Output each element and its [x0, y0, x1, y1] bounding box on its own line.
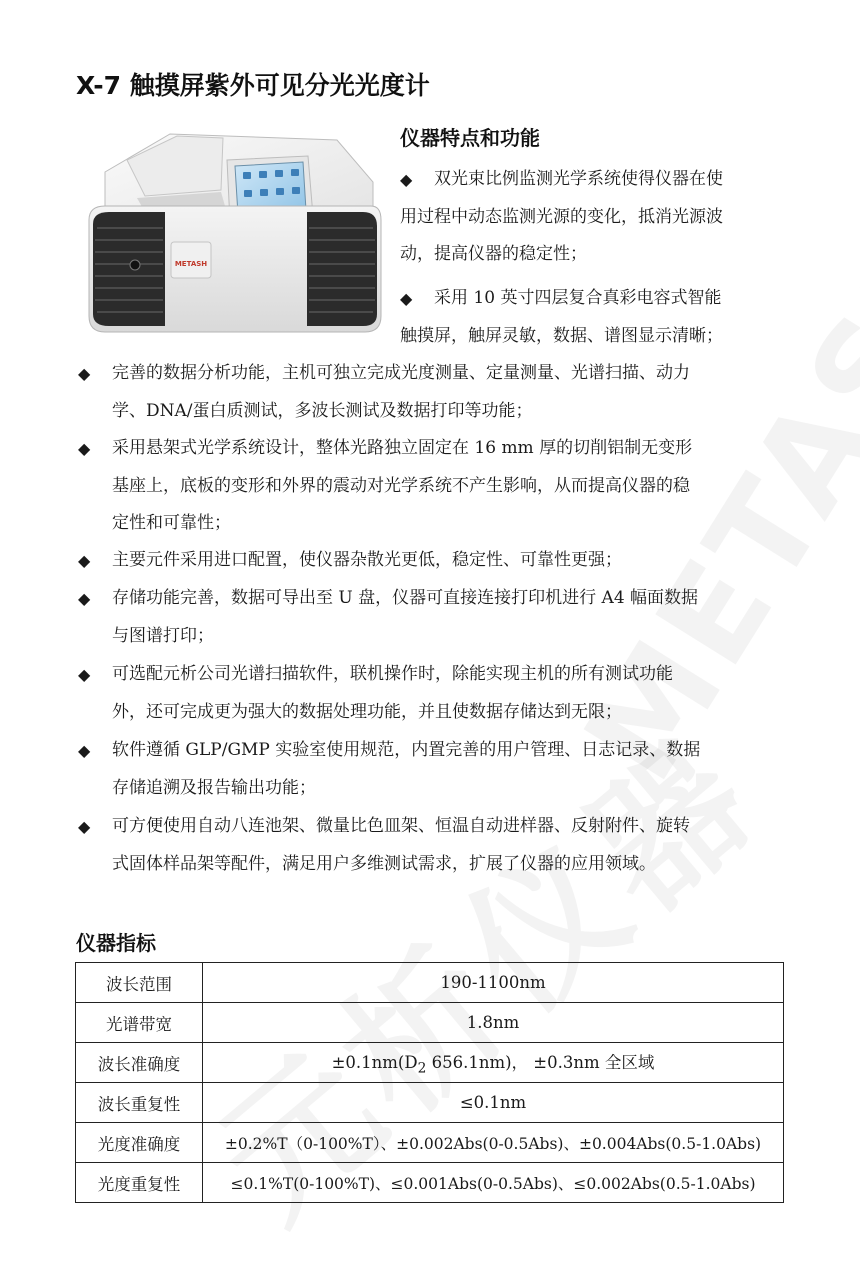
- feature-line: 采用 10 英寸四层复合真彩电容式智能: [434, 288, 722, 308]
- diamond-bullet-icon: ◆: [78, 551, 91, 570]
- feature-line: 存储追溯及报告输出功能；: [112, 777, 316, 798]
- feature-line: 定性和可靠性；: [112, 513, 231, 533]
- feature-line: 软件遵循 GLP/GMP 实验室使用规范，内置完善的用户管理、日志记录、数据: [112, 740, 701, 760]
- spec-value: [203, 1043, 784, 1083]
- diamond-bullet-icon: ◆: [400, 170, 413, 189]
- table-row: [76, 1083, 784, 1123]
- diamond-bullet-icon: ◆: [78, 741, 91, 760]
- diamond-bullet-icon: ◆: [78, 439, 91, 458]
- feature-line: 双光束比例监测光学系统使得仪器在使: [434, 169, 723, 189]
- feature-line: 触摸屏，触屏灵敏，数据、谱图显示清晰；: [400, 325, 723, 346]
- diamond-bullet-icon: ◆: [78, 817, 91, 836]
- table-row: [76, 963, 784, 1003]
- page-title: X-7 触摸屏紫外可见分光光度计: [76, 71, 430, 100]
- spec-label: 波长范围: [76, 963, 203, 1003]
- diamond-bullet-icon: ◆: [400, 289, 413, 308]
- spec-value-prefix: ±0.1nm(D: [331, 1052, 418, 1072]
- spec-label: 波长准确度: [76, 1043, 203, 1083]
- feature-line: 基座上，底板的变形和外界的震动对光学系统不产生影响，从而提高仪器的稳: [112, 475, 690, 496]
- feature-line: 与图谱打印；: [112, 625, 214, 646]
- table-row: [76, 1163, 784, 1203]
- table-row: [76, 1003, 784, 1043]
- features-heading: 仪器特点和功能: [400, 126, 540, 150]
- feature-line: 可方便使用自动八连池架、微量比色皿架、恒温自动进样器、反射附件、旋转: [112, 816, 690, 836]
- spec-label: 光谱带宽: [76, 1003, 203, 1043]
- spec-value: ≤0.1%T(0-100%T)、≤0.001Abs(0-0.5Abs)、≤0.002Abs(0.5-1.0Abs): [203, 1163, 784, 1203]
- diamond-bullet-icon: ◆: [78, 364, 91, 383]
- feature-line: 用过程中动态监测光源的变化，抵消光源波: [400, 206, 723, 227]
- spec-value: 190-1100nm: [203, 963, 784, 1003]
- spec-value-subscript: 2: [417, 1060, 427, 1077]
- feature-line: 学、DNA/蛋白质测试，多波长测试及数据打印等功能；: [112, 400, 533, 421]
- spec-value: ≤0.1nm: [203, 1083, 784, 1123]
- brand-label: METASH: [174, 260, 208, 268]
- spec-label: 波长重复性: [76, 1083, 203, 1123]
- specs-heading: 仪器指标: [76, 931, 156, 955]
- feature-line: 主要元件采用进口配置，使仪器杂散光更低，稳定性、可靠性更强；: [112, 550, 622, 570]
- feature-line: 可选配元析公司光谱扫描软件，联机操作时，除能实现主机的所有测试功能: [112, 664, 673, 684]
- diamond-bullet-icon: ◆: [78, 665, 91, 684]
- feature-line: 存储功能完善，数据可导出至 U 盘，仪器可直接连接打印机进行 A4 幅面数据: [112, 588, 699, 608]
- feature-line: 式固体样品架等配件，满足用户多维测试需求，扩展了仪器的应用领域。: [112, 853, 656, 874]
- diamond-bullet-icon: ◆: [78, 589, 91, 608]
- spec-value: ±0.2%T（0-100%T）、±0.002Abs(0-0.5Abs)、±0.004Abs(0.5-1.0Abs): [203, 1123, 784, 1163]
- feature-line: 外，还可完成更为强大的数据处理功能，并且使数据存储达到无限；: [112, 701, 622, 722]
- feature-line: 动，提高仪器的稳定性；: [400, 244, 587, 264]
- table-row: [76, 1123, 784, 1163]
- spec-label: 光度准确度: [76, 1123, 203, 1163]
- spec-value: 1.8nm: [203, 1003, 784, 1043]
- spec-label: 光度重复性: [76, 1163, 203, 1203]
- spectrophotometer-image: [75, 120, 385, 350]
- feature-line: 采用悬架式光学系统设计，整体光路独立固定在 16 mm 厚的切削铝制无变形: [112, 438, 693, 458]
- feature-line: 完善的数据分析功能，主机可独立完成光度测量、定量测量、光谱扫描、动力: [112, 363, 690, 383]
- specs-table: [75, 962, 784, 1203]
- spec-value-suffix: 656.1nm)， ±0.3nm 全区域: [426, 1052, 655, 1072]
- table-row: [76, 1043, 784, 1083]
